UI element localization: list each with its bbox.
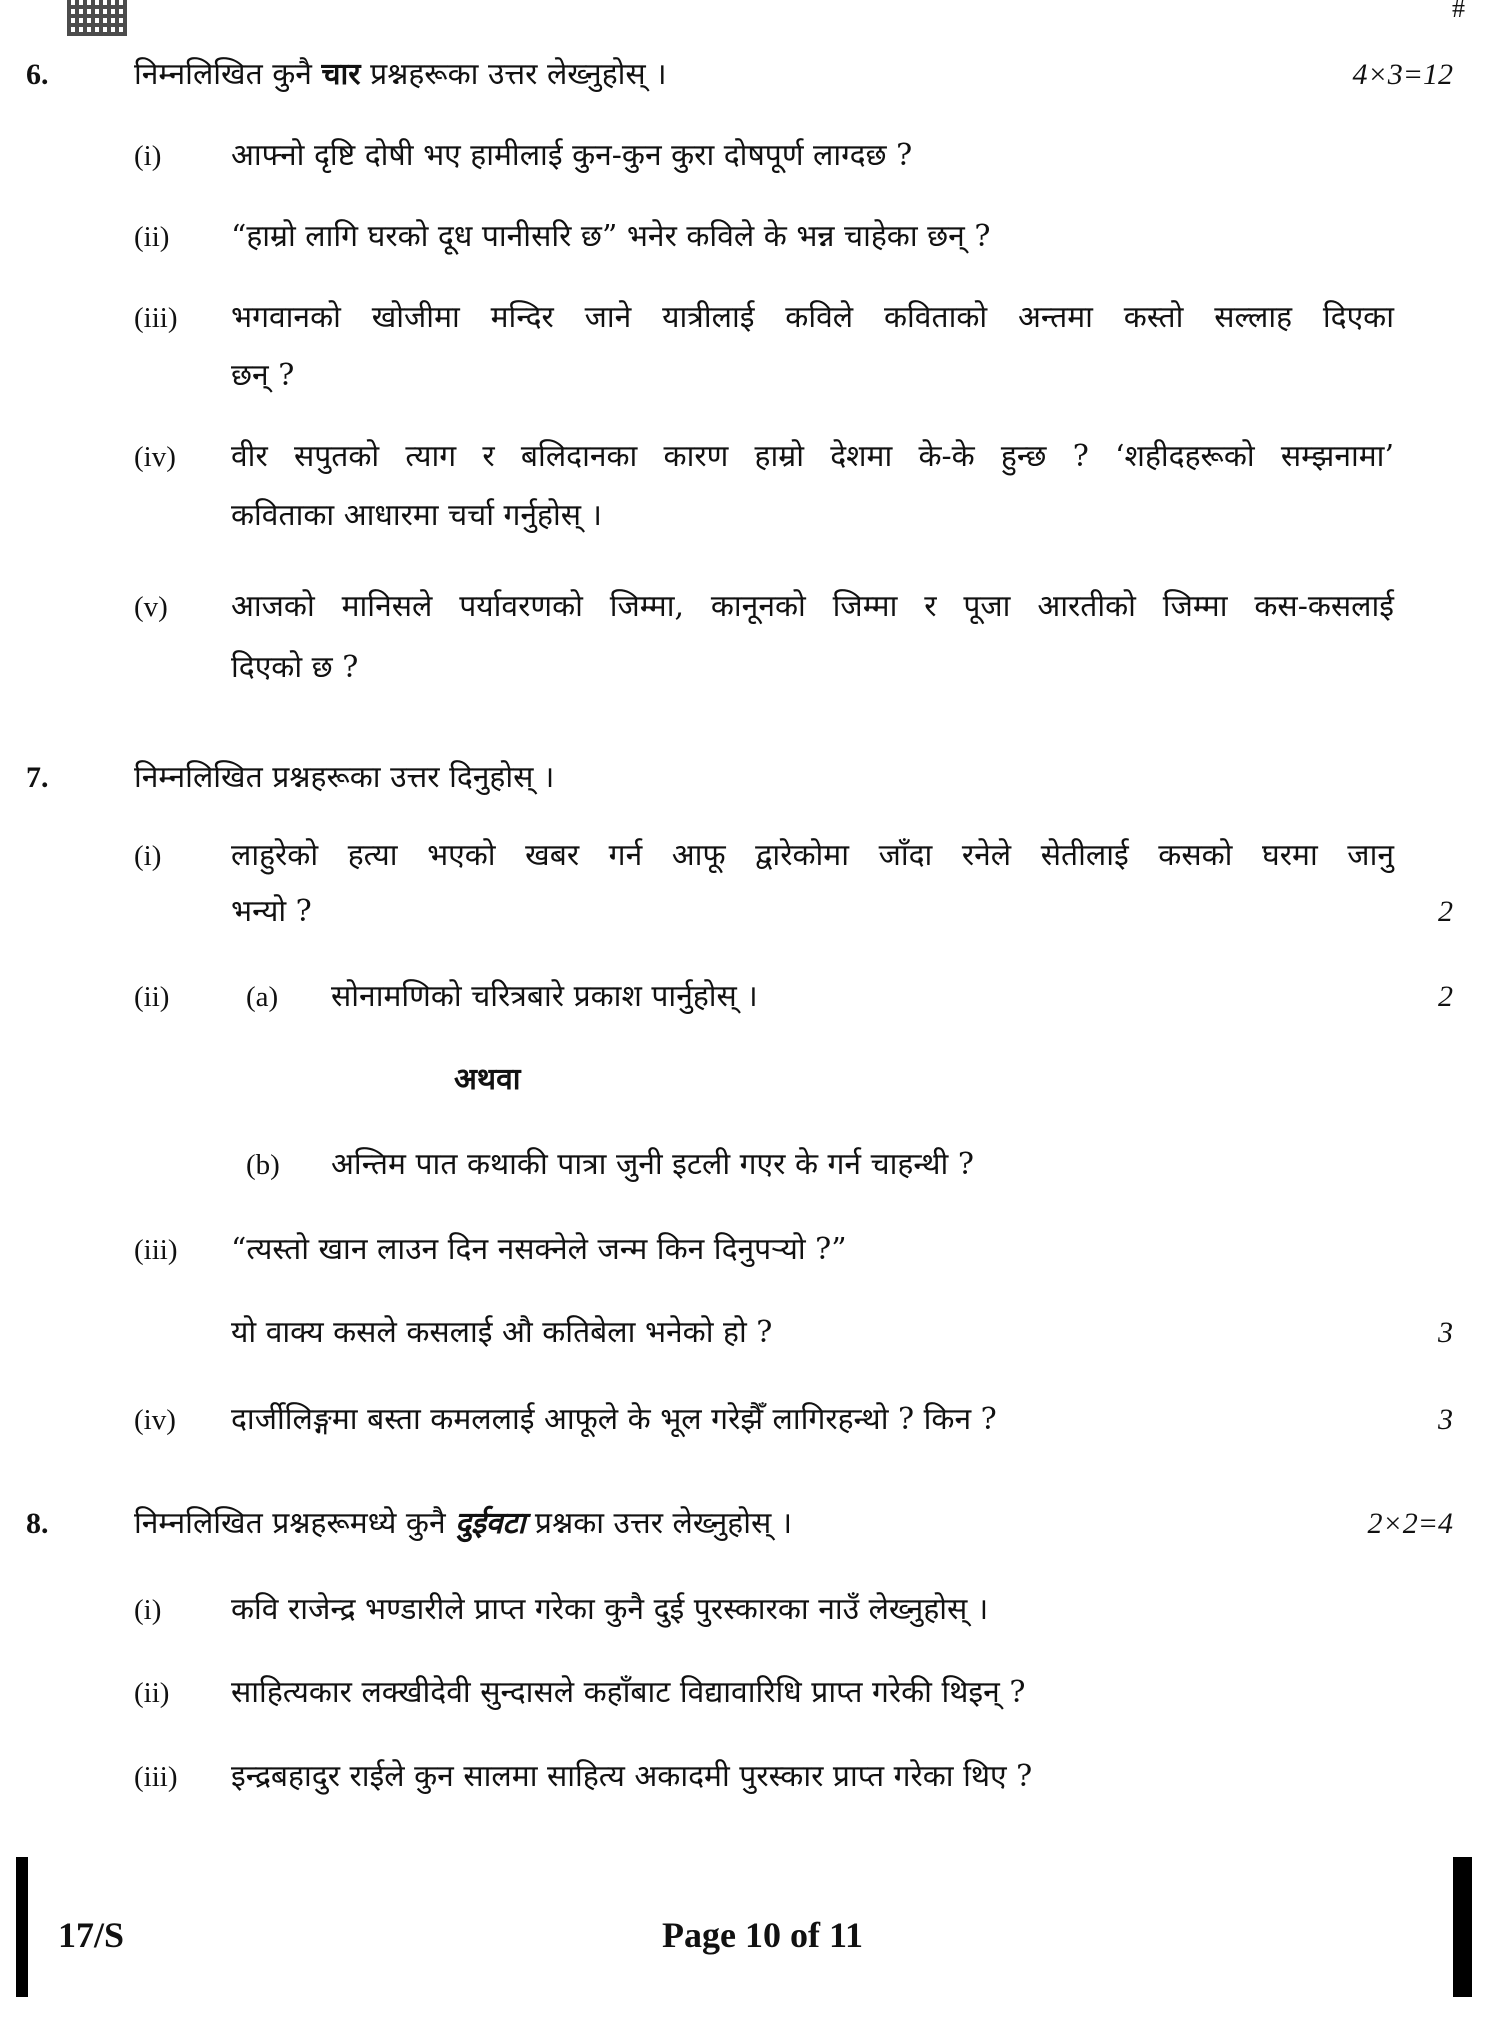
q7-ii-label: (ii) (134, 981, 170, 1013)
q8-marks: 2×2=4 (1367, 1507, 1453, 1540)
q7-iii-marks: 3 (1438, 1316, 1453, 1349)
q6-marks: 4×3=12 (1352, 58, 1453, 91)
page-hash-mark: # (1452, 0, 1465, 23)
q7-iv-marks: 3 (1438, 1403, 1453, 1436)
q6-item-label: (v) (134, 591, 168, 623)
q8-prompt-end: प्रश्नका उत्तर लेख्नुहोस् । (525, 1506, 793, 1541)
paper-code: 17/S (58, 1915, 125, 1955)
q8-prompt-start: निम्नलिखित प्रश्नहरूमध्ये कुनै (134, 1506, 456, 1541)
q8-item-label: (iii) (134, 1761, 178, 1793)
q6-number: 6. (26, 58, 49, 91)
q7-ii-marks: 2 (1438, 980, 1453, 1013)
q6-item-label: (ii) (134, 221, 170, 253)
qr-code-icon (67, 0, 127, 36)
q7-i-label: (i) (134, 840, 162, 872)
q7-number: 7. (26, 761, 49, 794)
q7-i-text: लाहुरेको हत्या भएको खबर गर्न आफू द्वारेकोमा जाँदा रनेले सेतीलाई कसको घरमा जानु (231, 838, 1394, 873)
q6-item-text: आजको मानिसले पर्यावरणको जिम्मा, कानूनको जिम्मा र पूजा आरतीको जिम्मा कस-कसलाई (231, 589, 1394, 624)
q7-iii-label: (iii) (134, 1234, 178, 1266)
q8-item-text: कवि राजेन्द्र भण्डारीले प्राप्त गरेका कुनै दुई पुरस्कारका नाउँ लेख्नुहोस् । (231, 1592, 989, 1627)
q7-ii-a-text: सोनामणिको चरित्रबारे प्रकाश पार्नुहोस् । (331, 979, 758, 1014)
q6-item-text-cont: दिएको छ ? (231, 650, 359, 685)
q7-iv-text: दार्जीलिङ्गमा बस्ता कमललाई आफूले के भूल गरेझैँ लागिरहन्थो ? किन ? (231, 1402, 997, 1437)
q7-iv-label: (iv) (134, 1404, 176, 1436)
q8-number: 8. (26, 1507, 49, 1540)
q6-item-text-cont: कविताका आधारमा चर्चा गर्नुहोस् । (231, 498, 602, 533)
q6-item-label: (i) (134, 140, 162, 172)
q6-item-text: वीर सपुतको त्याग र बलिदानका कारण हाम्रो देशमा के-के हुन्छ ? ‘शहीदहरूको सम्झनामा’ (231, 439, 1394, 474)
q7-iii-question: यो वाक्य कसले कसलाई औ कतिबेला भनेको हो ? (231, 1315, 773, 1350)
or-separator: अथवा (454, 1062, 521, 1097)
q6-item-text-cont: छन् ? (231, 358, 295, 393)
q6-item-label: (iii) (134, 302, 178, 334)
q7-prompt: निम्नलिखित प्रश्नहरूका उत्तर दिनुहोस् । (134, 760, 555, 795)
q6-item-label: (iv) (134, 441, 176, 473)
q7-ii-b-text: अन्तिम पात कथाकी पात्रा जुनी इटली गएर के गर्न चाहन्थी ? (331, 1147, 974, 1182)
q7-i-text-cont: भन्यो ? (231, 894, 312, 929)
q7-iii-quote: “त्यस्तो खान लाउन दिन नसक्नेले जन्म किन दिनुपर्‍यो ?” (231, 1232, 847, 1267)
q6-item-text: आफ्नो दृष्टि दोषी भए हामीलाई कुन-कुन कुरा दोषपूर्ण लाग्दछ ? (231, 138, 913, 173)
q8-item-label: (i) (134, 1594, 162, 1626)
q6-item-text: भगवानको खोजीमा मन्दिर जाने यात्रीलाई कविले कविताको अन्तमा कस्तो सल्लाह दिएका (231, 300, 1394, 335)
q8-item-text: इन्द्रबहादुर राईले कुन सालमा साहित्य अकादमी पुरस्कार प्राप्त गरेका थिए ? (231, 1759, 1033, 1794)
q8-prompt (134, 1504, 792, 1544)
q8-item-label: (ii) (134, 1677, 170, 1709)
q6-prompt: निम्नलिखित कुनै चार प्रश्नहरूका उत्तर लेख्नुहोस् । (134, 57, 667, 92)
q6-item-text: “हाम्रो लागि घरको दूध पानीसरि छ” भनेर कविले के भन्न चाहेका छन् ? (231, 219, 991, 254)
q8-item-text: साहित्यकार लक्खीदेवी सुन्दासले कहाँबाट विद्यावारिधि प्राप्त गरेकी थिइन् ? (231, 1675, 1026, 1710)
q7-ii-b-label: (b) (246, 1149, 280, 1181)
q7-i-marks: 2 (1438, 895, 1453, 928)
q7-ii-a-label: (a) (246, 981, 279, 1013)
page-number: Page 10 of 11 (662, 1915, 863, 1955)
q8-prompt-emphasis: दुईवटा (455, 1506, 526, 1541)
